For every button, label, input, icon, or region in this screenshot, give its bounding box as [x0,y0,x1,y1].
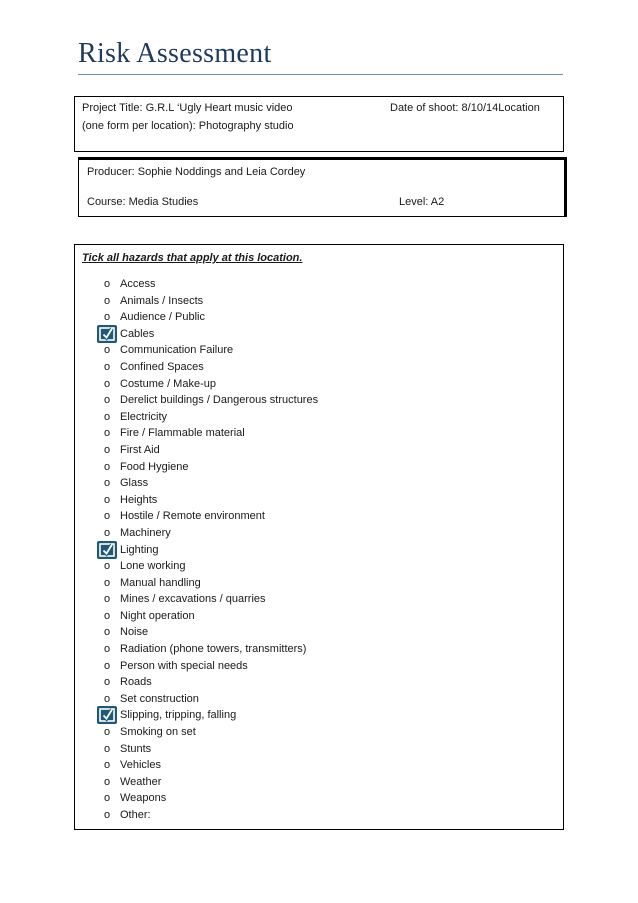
hazard-label: Lone working [120,560,186,573]
checkbox-bullet-icon[interactable]: o [103,294,111,307]
hazard-label: Electricity [120,410,168,423]
checkbox-bullet-icon[interactable]: o [103,643,111,656]
hazard-item[interactable] [75,276,563,293]
hazard-label: Manual handling [120,576,201,589]
level-text: Level: A2 [399,196,445,208]
checkbox-bullet-icon[interactable]: o [103,560,111,573]
hazard-item[interactable] [75,376,563,393]
hazard-label: Fire / Flammable material [120,427,245,440]
title-underline [78,74,563,75]
project-location-text: (one form per location): Photography studio [82,120,294,132]
hazard-item[interactable] [75,624,563,641]
producer-text: Producer: Sophie Noddings and Leia Cordey [87,166,306,178]
checkbox-bullet-icon[interactable]: o [103,676,111,689]
hazard-label: Audience / Public [120,311,205,324]
checkbox-bullet-icon[interactable]: o [103,460,111,473]
hazard-item[interactable] [75,757,563,774]
hazard-item[interactable] [75,707,563,724]
hazard-label: Costume / Make-up [120,377,216,390]
hazard-label: Glass [120,477,149,490]
hazard-item[interactable] [75,790,563,807]
hazard-item[interactable] [75,425,563,442]
hazard-label: Radiation (phone towers, transmitters) [120,643,307,656]
checkbox-bullet-icon[interactable]: o [103,278,111,290]
hazard-item[interactable] [75,741,563,758]
checkbox-bullet-icon[interactable]: o [103,510,111,523]
hazard-label: Communication Failure [120,344,234,357]
producer-info-box [78,157,567,217]
project-title-text: Project Title: G.R.L ‘Ugly Heart music video [82,102,293,114]
hazard-label: Derelict buildings / Dangerous structures [120,394,319,407]
hazard-item[interactable] [75,807,563,824]
page-title: Risk Assessment [78,38,272,69]
project-info-box [74,96,564,152]
hazard-label: Hostile / Remote environment [120,510,265,523]
checkbox-bullet-icon[interactable]: o [103,526,111,539]
hazard-label: Stunts [120,742,152,755]
checked-tick-icon[interactable] [97,706,117,724]
checkbox-bullet-icon[interactable]: o [103,792,111,805]
checkbox-bullet-icon[interactable]: o [103,410,111,423]
hazard-item[interactable] [75,359,563,376]
hazard-label: Access [120,278,156,290]
shoot-date-text: Date of shoot: 8/10/14Location [390,102,540,114]
checkbox-bullet-icon[interactable]: o [103,311,111,324]
course-text: Course: Media Studies [87,196,199,208]
checkbox-bullet-icon[interactable]: o [103,775,111,788]
hazard-item[interactable] [75,293,563,310]
hazard-item[interactable] [75,525,563,542]
hazard-label: Night operation [120,609,195,622]
hazard-label: Smoking on set [120,726,196,739]
checkbox-bullet-icon[interactable]: o [103,443,111,456]
hazard-label: Roads [120,676,152,689]
hazard-item[interactable] [75,309,563,326]
checkbox-bullet-icon[interactable]: o [103,659,111,672]
checkbox-bullet-icon[interactable]: o [103,692,111,705]
hazard-label: Confined Spaces [120,360,204,373]
hazard-item[interactable] [75,774,563,791]
hazard-label: Animals / Insects [120,294,204,307]
checkbox-bullet-icon[interactable]: o [103,394,111,407]
checkbox-bullet-icon[interactable]: o [103,626,111,639]
hazard-item[interactable] [75,475,563,492]
hazard-item[interactable] [75,691,563,708]
hazard-list [75,276,563,824]
checkbox-bullet-icon[interactable]: o [103,427,111,440]
hazard-label: Machinery [120,526,171,539]
hazard-item[interactable] [75,608,563,625]
hazard-item[interactable] [75,558,563,575]
hazard-label: Set construction [120,692,199,705]
hazard-item[interactable] [75,459,563,476]
checked-tick-icon[interactable] [97,325,117,343]
hazard-item[interactable] [75,641,563,658]
hazard-item[interactable] [75,392,563,409]
checkbox-bullet-icon[interactable]: o [103,726,111,739]
hazard-item[interactable] [75,342,563,359]
hazard-label: Other: [120,809,151,821]
checkbox-bullet-icon[interactable]: o [103,759,111,772]
hazard-label: Cables [120,327,155,340]
hazard-label: Mines / excavations / quarries [120,593,266,606]
hazard-label: Heights [120,493,158,506]
hazard-item[interactable] [75,409,563,426]
hazard-item[interactable] [75,724,563,741]
hazard-item[interactable] [75,674,563,691]
hazard-item[interactable] [75,508,563,525]
hazard-label: Slipping, tripping, falling [120,709,237,722]
hazard-label: First Aid [120,443,160,456]
hazard-item[interactable] [75,591,563,608]
checkbox-bullet-icon[interactable]: o [103,593,111,606]
hazard-label: Vehicles [120,759,161,772]
hazards-box [74,244,564,830]
hazard-item[interactable] [75,492,563,509]
checkbox-bullet-icon[interactable]: o [103,809,111,821]
hazard-label: Person with special needs [120,659,248,672]
checkbox-bullet-icon[interactable]: o [103,360,111,373]
hazard-label: Lighting [120,543,159,556]
hazard-item[interactable] [75,442,563,459]
checkbox-bullet-icon[interactable]: o [103,493,111,506]
hazard-label: Food Hygiene [120,460,189,473]
hazard-label: Weapons [120,792,167,805]
hazard-item[interactable] [75,658,563,675]
checkbox-bullet-icon[interactable]: o [103,344,111,357]
hazard-item[interactable] [75,326,563,343]
hazard-item[interactable] [75,575,563,592]
hazard-item[interactable] [75,542,563,559]
hazards-heading: Tick all hazards that apply at this location. [82,252,303,264]
hazard-label: Weather [120,775,162,788]
hazard-label: Noise [120,626,149,639]
checkbox-bullet-icon[interactable]: o [103,609,111,622]
checked-tick-icon[interactable] [97,541,117,559]
checkbox-bullet-icon[interactable]: o [103,377,111,390]
checkbox-bullet-icon[interactable]: o [103,576,111,589]
checkbox-bullet-icon[interactable]: o [103,742,111,755]
checkbox-bullet-icon[interactable]: o [103,477,111,490]
